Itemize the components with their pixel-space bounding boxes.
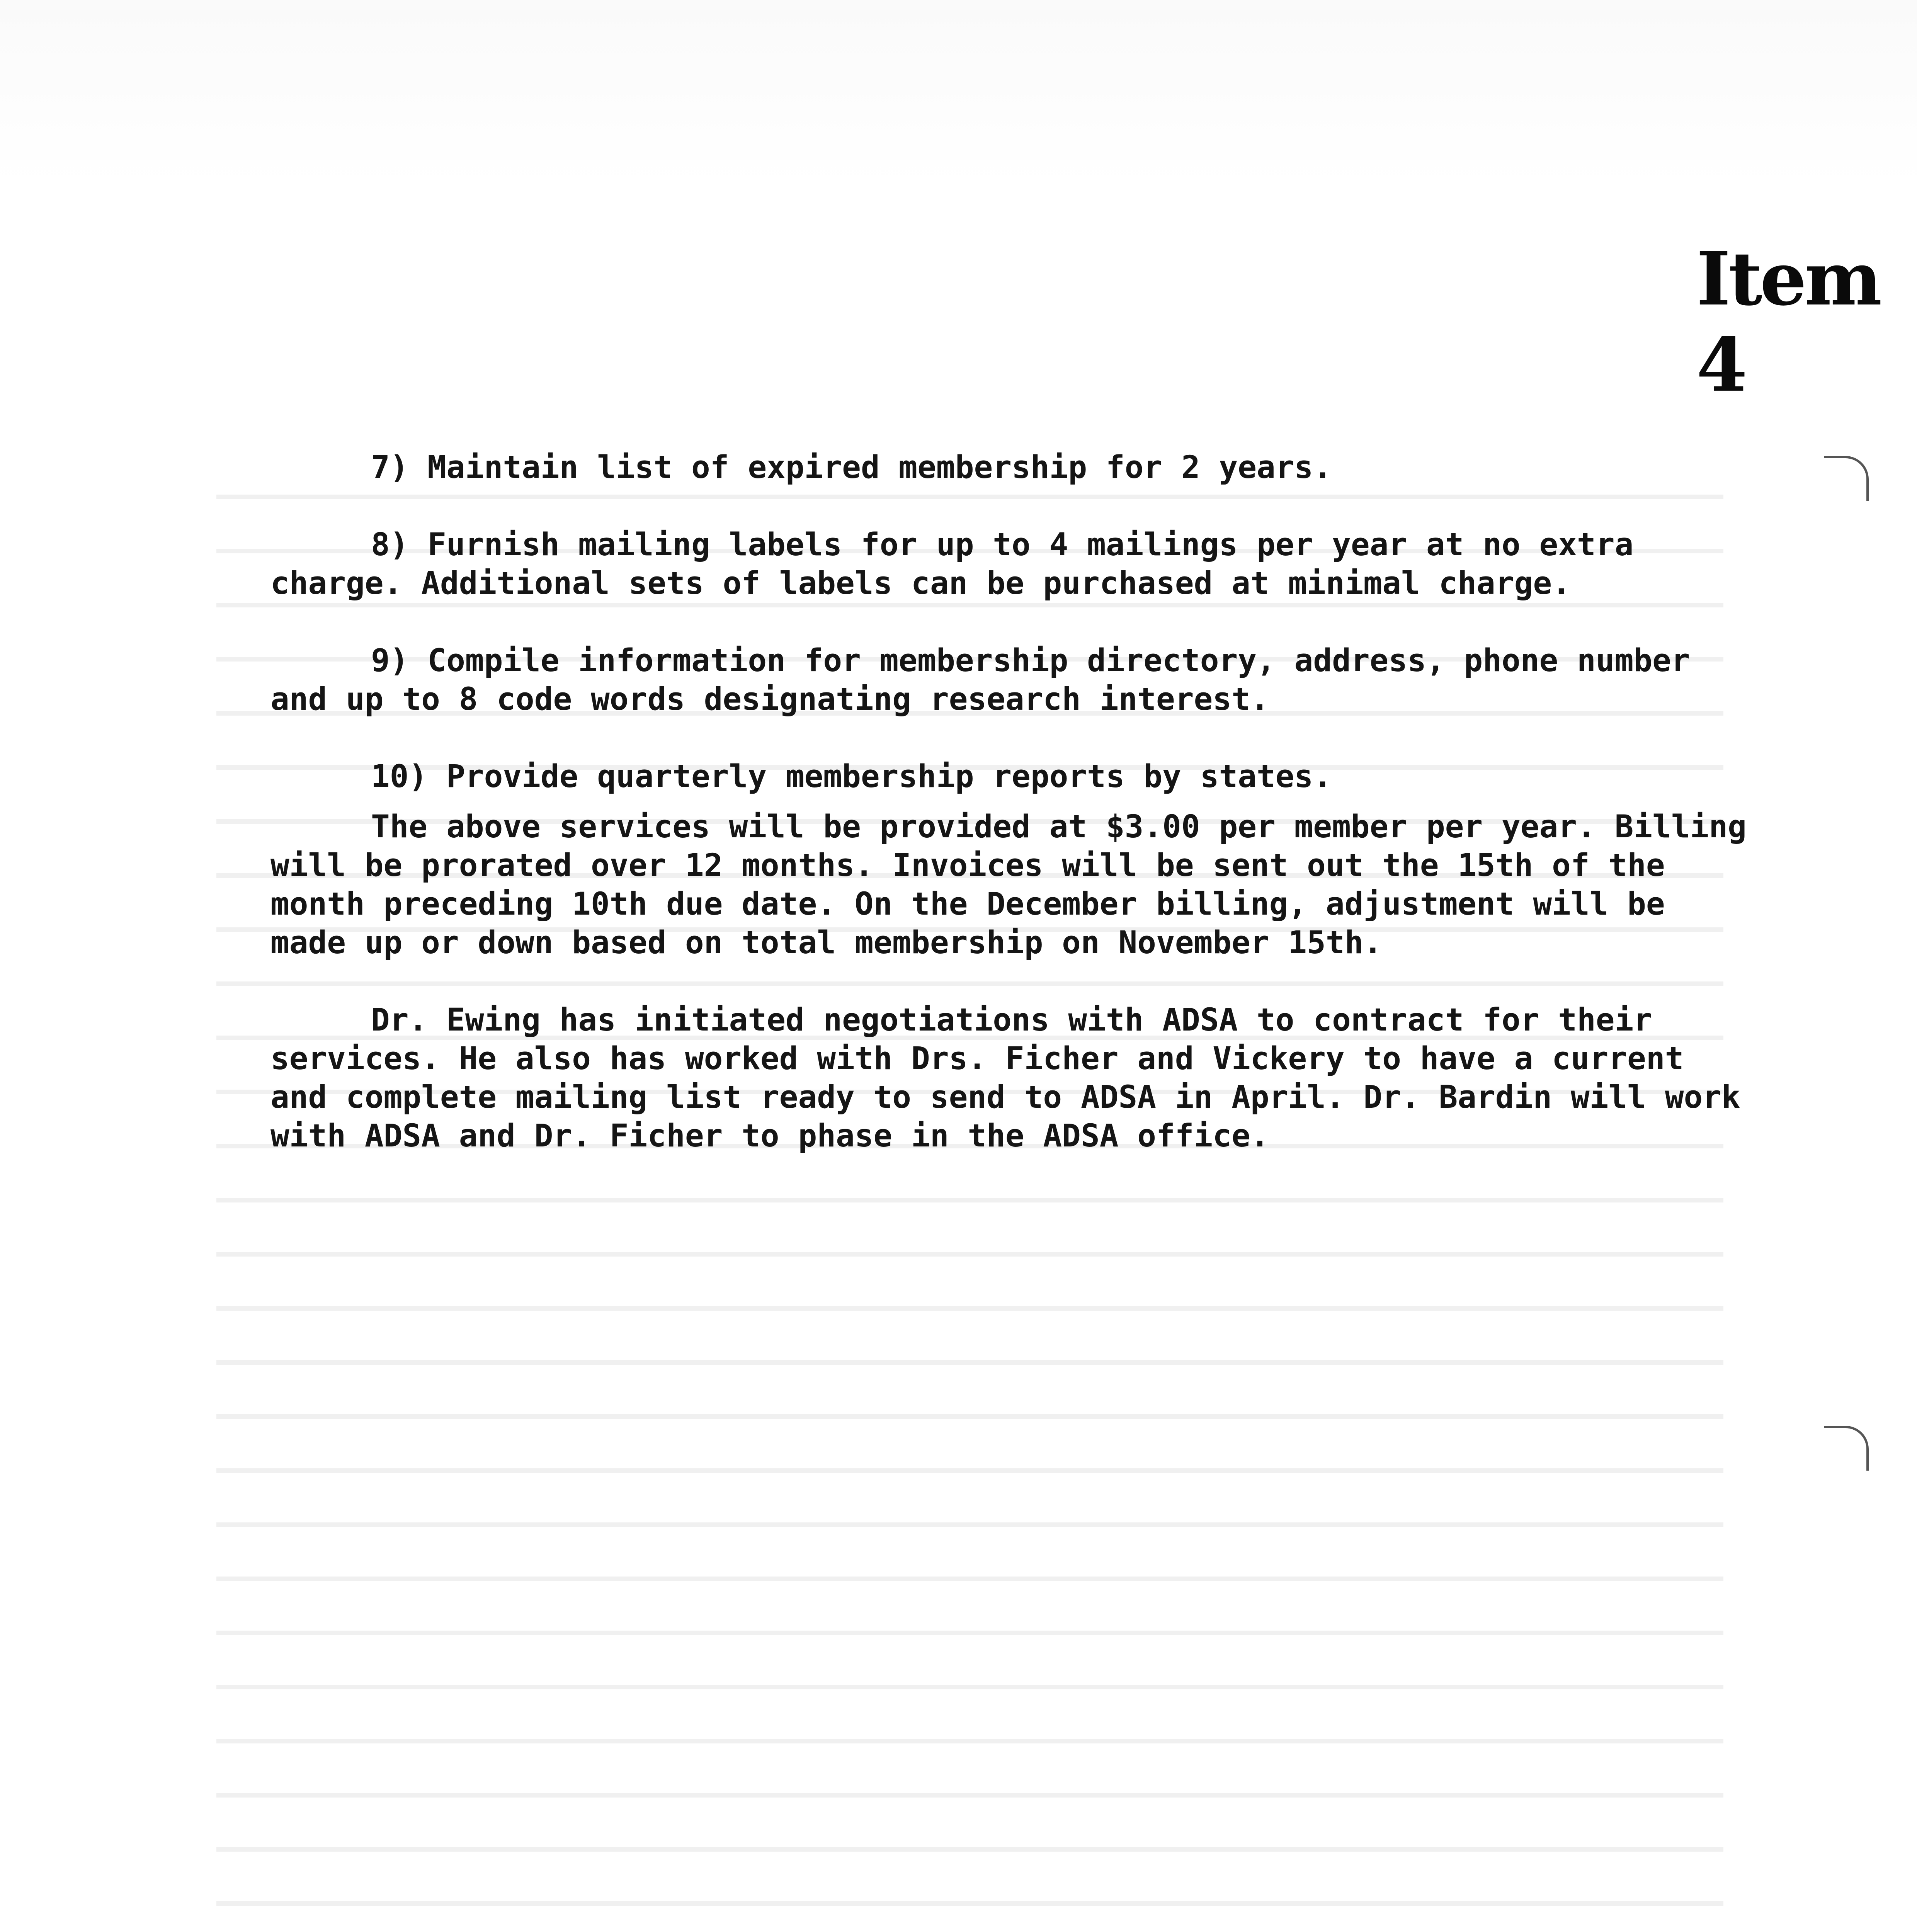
punch-hole-mark bbox=[1824, 1426, 1869, 1471]
list-item-8: 8) Furnish mailing labels for up to 4 mailings per year at no extra charge. Additional sets of labels can be purchased at minimal charge. bbox=[270, 527, 1634, 602]
punch-hole-mark bbox=[1824, 456, 1869, 501]
pricing-paragraph: The above services will be provided at $3.00 per member per year. Billing will be prorated over 12 months. Invoices will be sent out the 15th of the month preceding 10th due date. On the December billing, adjustment will be made up or down based on total membership on November 15th. bbox=[270, 809, 1747, 961]
list-item-9: 9) Compile information for membership directory, address, phone number and up to 8 code words designating research interest. bbox=[270, 643, 1690, 718]
negotiations-paragraph: Dr. Ewing has initiated negotiations with ADSA to contract for their services. He also has worked with Drs. Ficher and Vickery to have a current and complete mailing list ready to send to ADSA in April. Dr. Bardin will work with ADSA and Dr. Ficher to phase in the ADSA office. bbox=[270, 1002, 1740, 1154]
list-item-7: 7) Maintain list of expired membership for 2 years. bbox=[371, 449, 1332, 486]
handwritten-item-label: Item 4 bbox=[1696, 236, 1880, 408]
scan-shading bbox=[0, 0, 1917, 185]
document-body bbox=[270, 448, 1793, 1194]
list-item-10: 10) Provide quarterly membership reports by states. bbox=[371, 759, 1332, 795]
